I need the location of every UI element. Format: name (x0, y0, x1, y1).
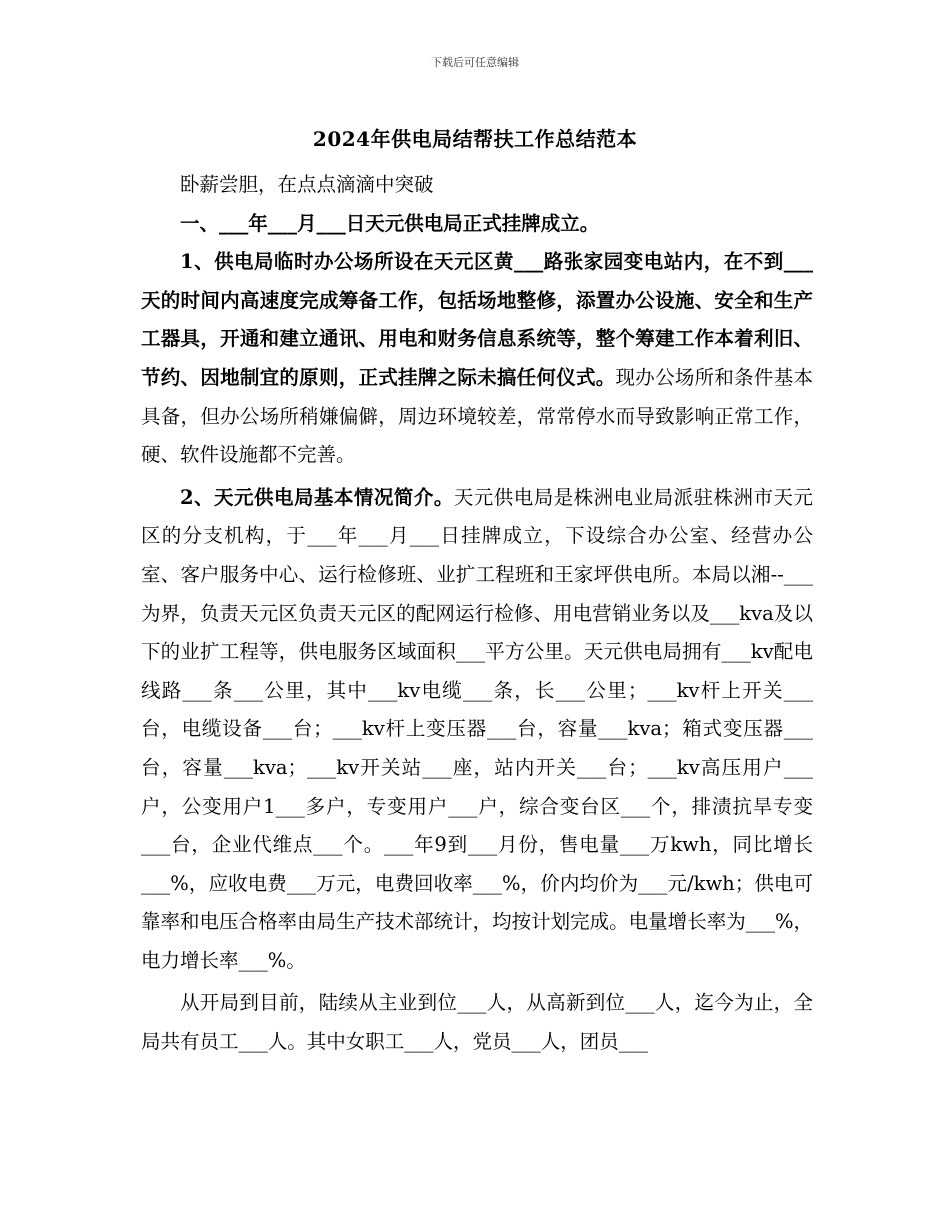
paragraph-1 (141, 243, 813, 475)
section-heading-1: 一、___年___月___日天元供电局正式挂牌成立。 (180, 211, 600, 235)
paragraph-2-normal: 天元供电局是株洲电业局派驻株洲市天元区的分支机构，于___年___月___日挂牌成立，下设综合办公室、经营办公室、客户服务中心、运行检修班、业扩工程班和王家坪供电所。本局以湘--___为界，负责天元区负责天元区的配网运行检修、用电营销业务以及___kva及以下的业扩工程等，供电服务区域面积___平方公里。天元供电局拥有___kv配电线路___条___公里，其中___kv电缆___条，长___公里；___kv杆上开关___台，电缆设备___台；___kv杆上变压器___台，容量___kva；箱式变压器___台，容量___kva；___kv开关站___座，站内开关___台；___kv高压用户___户，公变用户1___多户，专变用户___户，综合变台区___个，排渍抗旱专变___台，企业代维点___个。___年9到___月份，售电量___万kwh，同比增长___%，应收电费___万元，电费回收率___%，价内均价为___元/kwh；供电可靠率和电压合格率由局生产技术部统计，均按计划完成。电量增长率为___%，电力增长率___%。 (141, 485, 813, 972)
paragraph-2 (141, 479, 813, 981)
paragraph-3: 从开局到目前，陆续从主业到位___人，从高新到位___人，迄今为止，全局共有员工___人。其中女职工___人，党员___人，团员___ (141, 991, 813, 1054)
header-note: 下载后可任意编辑 (431, 56, 519, 69)
paragraph-1-bold: 1、供电局临时办公场所设在天元区黄___路张家园变电站内，在不到___天的时间内高速度完成筹备工作，包括场地整修，添置办公设施、安全和生产工器具，开通和建立通讯、用电和财务信息系统等，整个筹建工作本着利旧、节约、因地制宜的原则，正式挂牌之际未搞任何仪式。 (141, 250, 813, 389)
document-title: 2024年供电局结帮扶工作总结范本 (312, 127, 638, 151)
subtitle-line: 卧薪尝胆，在点点滴滴中突破 (180, 173, 434, 196)
paragraph-1-normal: 现办公场所和条件基本具备，但办公场所稍嫌偏僻，周边环境较差，常常停水而导致影响正常工作，硬、软件设施都不完善。 (141, 365, 813, 467)
paragraph-2-bold: 2、天元供电局基本情况简介。 (180, 485, 454, 509)
document-body (141, 166, 813, 1062)
